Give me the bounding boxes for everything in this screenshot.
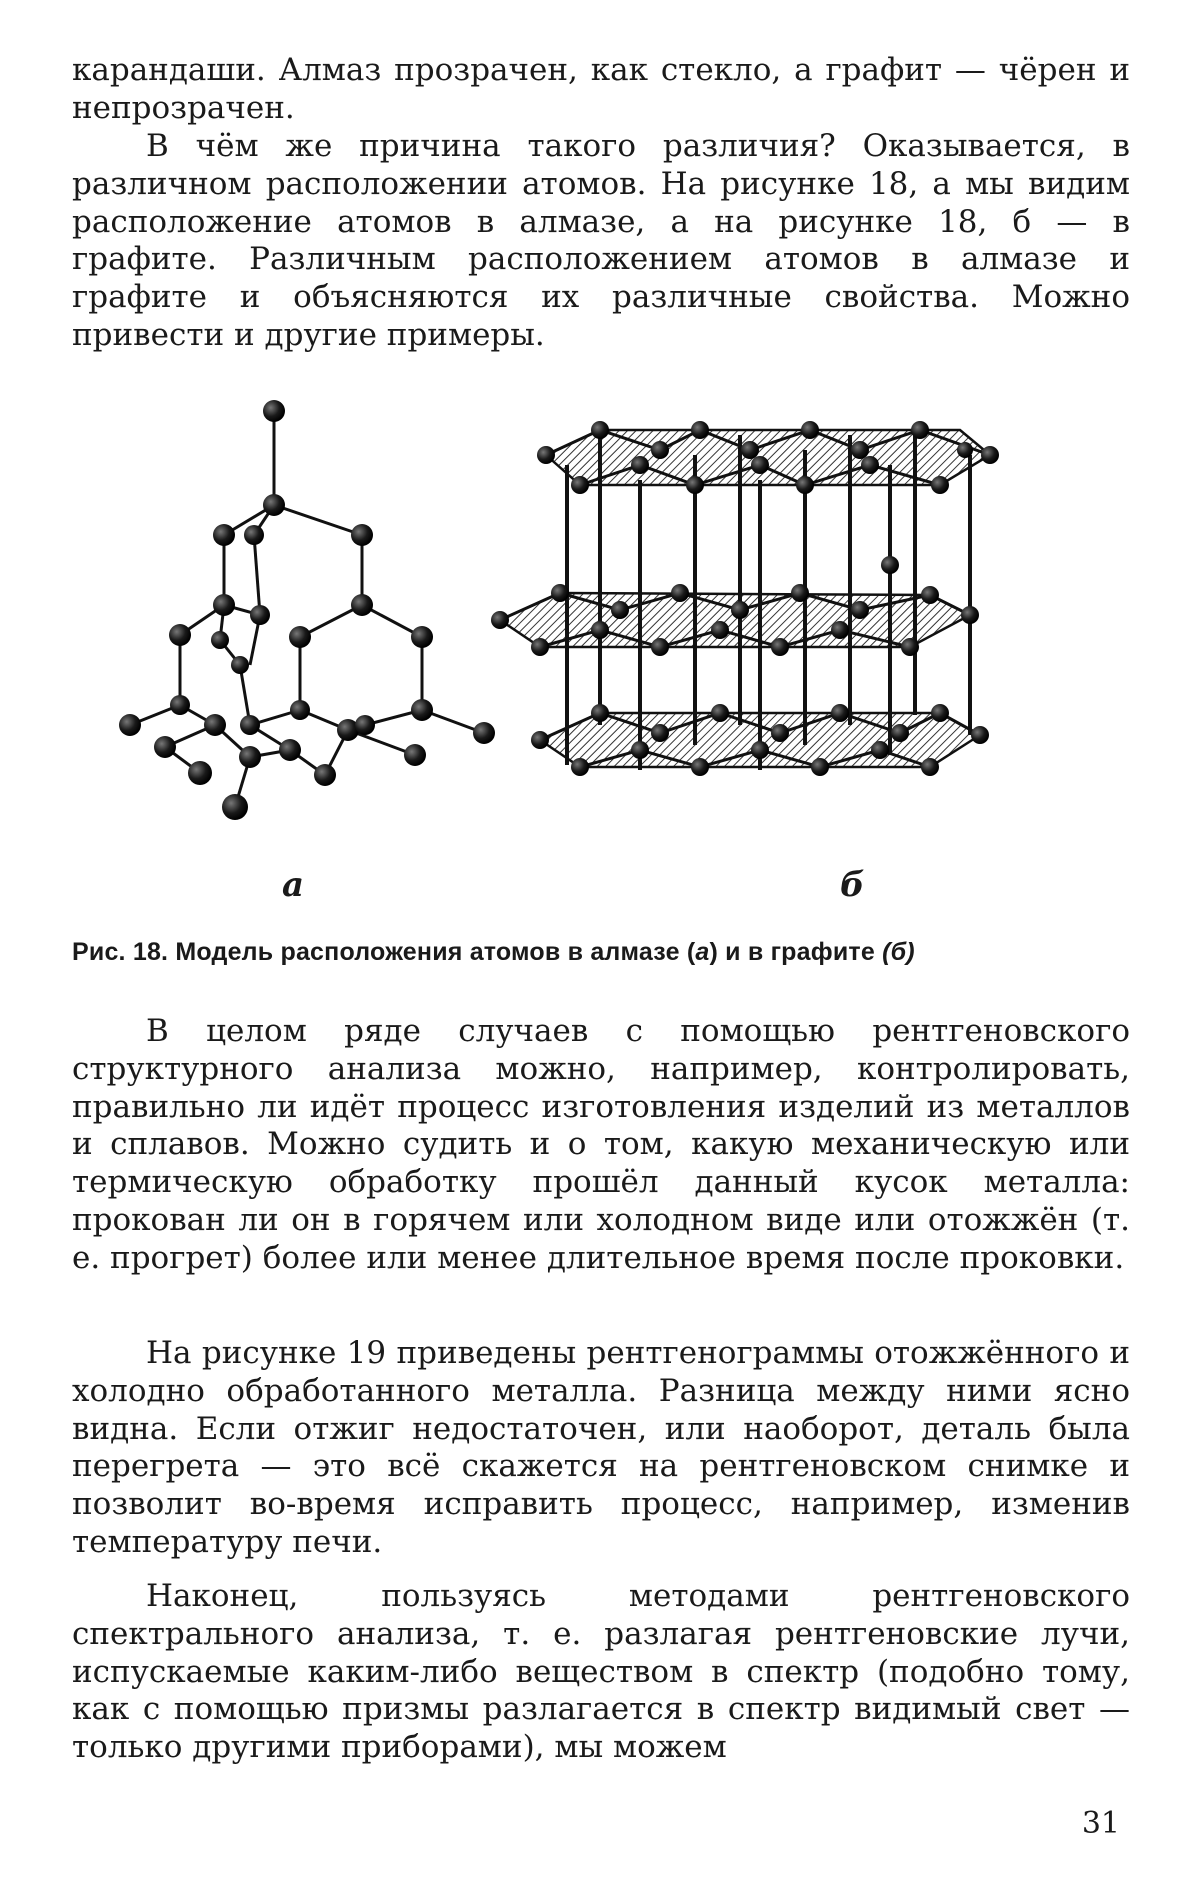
page-number: 31 xyxy=(1081,1806,1120,1841)
figure-caption xyxy=(72,938,1132,967)
diamond-model xyxy=(130,411,484,807)
paragraph-continuation: карандаши. Алмаз прозрачен, как стекло, а графит — чёрен и непрозрачен. xyxy=(72,52,1130,126)
caption-a: а xyxy=(695,938,710,966)
diamond-atoms xyxy=(119,400,495,820)
figure-18 xyxy=(60,395,1150,915)
caption-b: (б) xyxy=(882,938,915,966)
paragraph-diamond-graphite: В чём же причина такого различия? Оказывается, в различном расположении атомов. На рисунке 18, а мы видим расположение атомов в алмазе, а на рисунке 18, б — в графите. Различным расположением атомов в алмазе и графите и объясняются их различные свойства. Можно привести и другие примеры. xyxy=(72,128,1130,353)
paragraph-roentgenograms: На рисунке 19 приведены рентгенограммы отожжённого и холодно обработанного металла. Разница между ними ясно видна. Если отжиг недостаточен, или наоборот, деталь была перегрета — это всё скажется на рентгеновском снимке и позволит во-время исправить процесс, например, изменив температуру печи. xyxy=(72,1335,1130,1560)
caption-prefix: Рис. 18. Модель расположения атомов в алмазе ( xyxy=(72,938,696,966)
figure-label-b: б xyxy=(840,865,865,905)
paragraph-xray-structure: В целом ряде случаев с помощью рентгеновского структурного анализа можно, например, контролировать, правильно ли идёт процесс изготовления изделий из металлов и сплавов. Можно судить и о том, какую механическую или термическую обработку прошёл данный кусок металла: прокован ли он в горячем или холодном виде или отожжён (т. е. прогрет) более или менее длительное время после проковки. xyxy=(72,1013,1130,1276)
paragraph-spectral-analysis: Наконец, пользуясь методами рентгеновского спектрального анализа, т. е. разлагая рентгеновские лучи, испускаемые каким-либо веществом в спектр (подобно тому, как с помощью призмы разлагается в спектр видимый свет — только другими приборами), мы можем xyxy=(72,1578,1130,1766)
figure-label-a: а xyxy=(282,865,305,905)
caption-mid: ) и в графите xyxy=(709,938,883,966)
atom-models-illustration xyxy=(60,395,1150,915)
